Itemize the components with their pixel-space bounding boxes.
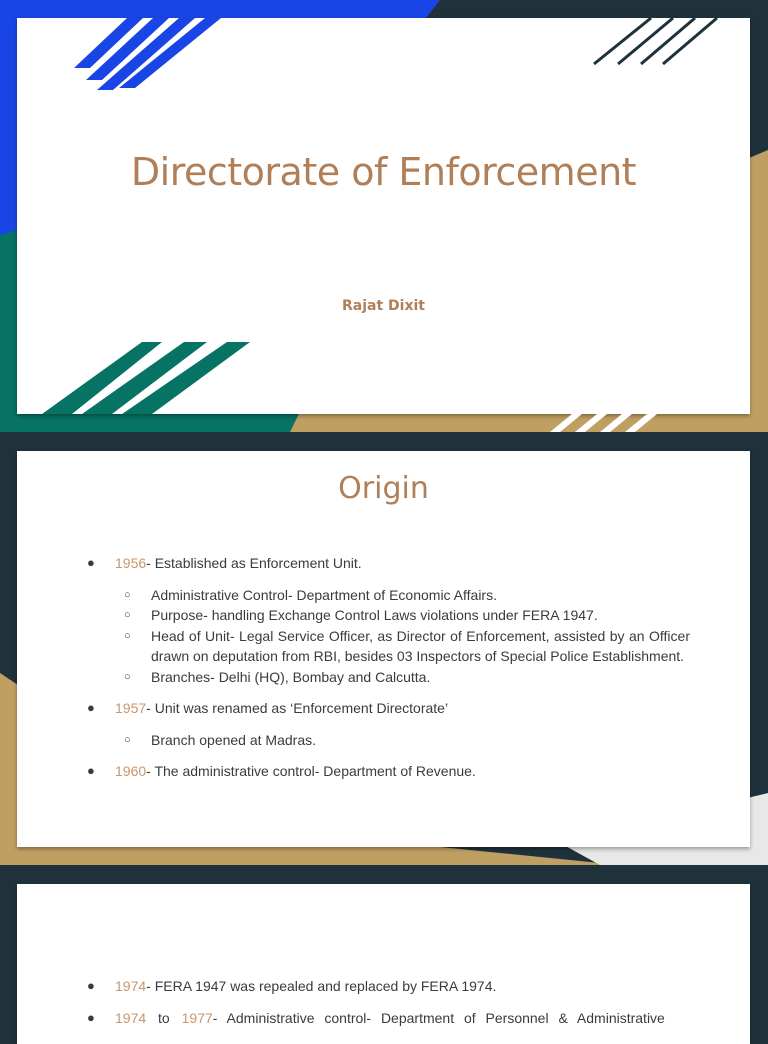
list-item xyxy=(17,698,750,750)
year-label: 1957 xyxy=(115,700,147,716)
sub-list-item: ○ Head of Unit- Legal Service Officer, as Director of Enforcement, assisted by an Officer drawn on deputation from RBI, besides 03 Inspectors of Special Police Establishment. xyxy=(124,627,690,664)
slide-origin xyxy=(17,451,750,847)
slide-history-continued xyxy=(17,884,750,1044)
history-list xyxy=(17,976,750,1028)
dark-stripes-decor xyxy=(594,18,717,64)
sub-list-item: ○ Administrative Control- Department of Economic Affairs. xyxy=(114,585,690,606)
sub-list xyxy=(115,585,690,688)
slide-title xyxy=(17,18,750,414)
teal-stripes-decor xyxy=(42,342,250,414)
list-item xyxy=(17,761,750,782)
circle-bullet-icon: ○ xyxy=(124,670,131,683)
circle-bullet-icon: ○ xyxy=(124,733,131,746)
item-text: - The administrative control- Department of Revenue. xyxy=(146,763,476,779)
year-label: 1974 xyxy=(115,1009,147,1026)
sub-list-item: ○ Purpose- handling Exchange Control Laws violations under FERA 1947. xyxy=(114,605,690,626)
slide1-decor xyxy=(17,18,750,414)
bullet-icon: ● xyxy=(87,555,95,570)
item-text: - FERA 1947 was repealed and replaced by FERA 1974. xyxy=(146,978,497,994)
item-text: - Administrative control- Department of Personnel & Administrative xyxy=(212,1009,665,1026)
bullet-icon: ● xyxy=(87,1009,95,1025)
list-item xyxy=(17,1008,750,1029)
sub-list xyxy=(115,730,690,751)
presentation-title: Directorate of Enforcement xyxy=(130,150,637,194)
year-label: 1956 xyxy=(115,555,147,571)
year-label: 1974 xyxy=(115,978,147,994)
bullet-icon: ● xyxy=(87,978,95,993)
sub-list-item: ○ Branches- Delhi (HQ), Bombay and Calcutta. xyxy=(114,667,690,688)
circle-bullet-icon: ○ xyxy=(124,609,131,621)
origin-list xyxy=(17,553,750,782)
list-item xyxy=(17,976,750,997)
year-label: 1977 xyxy=(181,1009,213,1026)
blue-stripes-decor xyxy=(74,18,221,90)
bullet-icon: ● xyxy=(87,700,95,715)
circle-bullet-icon: ○ xyxy=(124,588,131,601)
item-text: - Unit was renamed as ‘Enforcement Directorate’ xyxy=(146,700,449,716)
white-stripes-decor xyxy=(0,414,768,434)
slide-heading: Origin xyxy=(338,471,429,506)
author-name: Rajat Dixit xyxy=(342,298,425,314)
bullet-icon: ● xyxy=(87,763,95,778)
year-label: 1960 xyxy=(115,763,147,779)
history-list-container xyxy=(17,976,750,1039)
item-text: - Established as Enforcement Unit. xyxy=(146,555,362,571)
sub-list-item: ○ Branch opened at Madras. xyxy=(114,730,690,751)
connector-text: to xyxy=(146,1009,182,1026)
list-item xyxy=(17,553,750,687)
circle-bullet-icon: ○ xyxy=(124,629,131,642)
origin-list-container xyxy=(17,553,750,793)
